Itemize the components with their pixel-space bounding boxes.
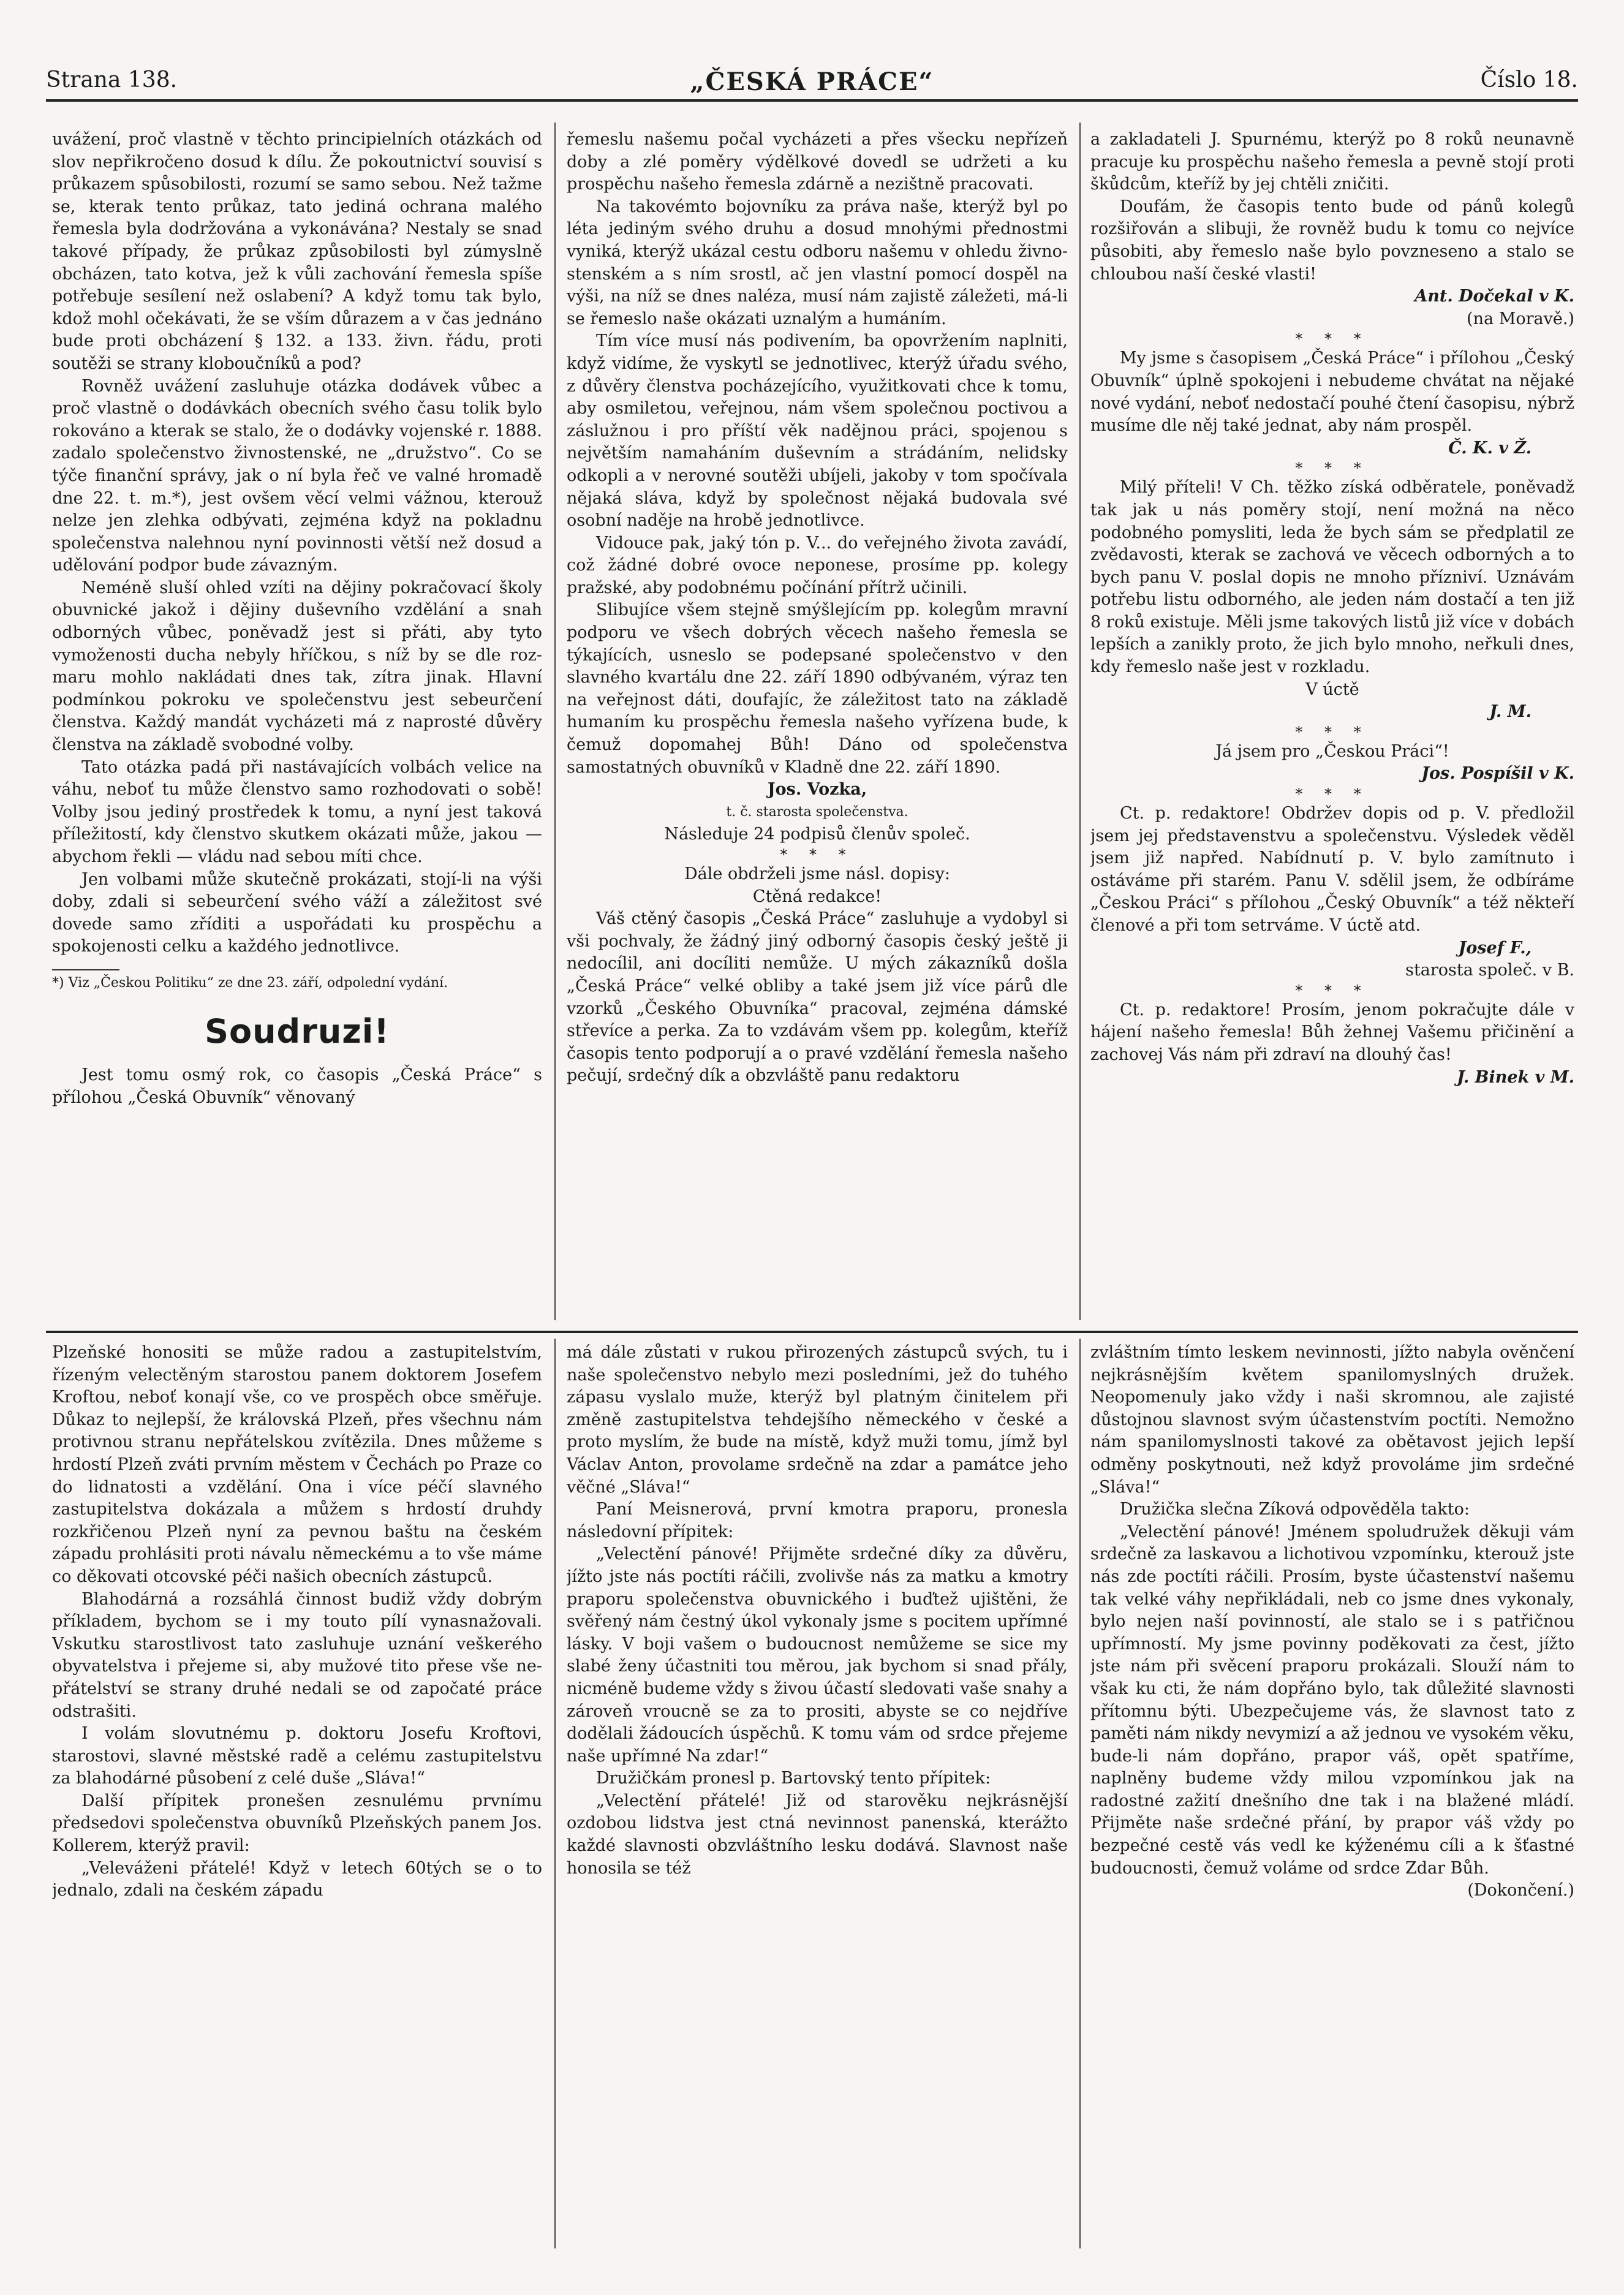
upper-column-2 <box>567 129 1068 1326</box>
separator-stars: * * * <box>1295 330 1370 348</box>
upper-column-3 <box>1090 129 1574 1326</box>
paragraph: Slibujíce všem stejně smýšlejícím pp. kolegům mravní podporu ve všech dobrých věcech našeho řemesla se týkajících, usneslo se podepsané společenstvo v den slavného kvartálu dne 22. září 1890 odbývaném, výraz ten na veřejnost dáti, doufajíc, že záležitost tato na základě humaním ku prospěchu řemesla našeho vyřízena bude, k čemuž dopomahej Bůh! Dáno od společenstva samostatných obuvníků v Kladně dne 22. září 1890. <box>567 600 1068 777</box>
separator-stars: * * * <box>1295 785 1370 803</box>
salutation: Ctěná redakce! <box>752 887 882 906</box>
separator-stars: * * * <box>780 846 855 863</box>
separator-stars: * * * <box>1295 981 1370 999</box>
paragraph: uvážení, proč vlastně v těchto principielních otázkách od slov nepřikročeno dosud k dílu. Že pokoutnictví souvisí s průkazem spůsobilosti, rozumí se samo sebou. Než tažme se, kterak tento průkaz, tato jediná ochrana malého řemesla byla dodržována a vykonávána? Nestaly se snad takové případy, že průkaz způsobilosti byl zúmyslně obcházen, tato kotva, jež k vůli zachování řemesla spíše potřebuje sesílení než oslabení? A když tomu tak bylo, kdož mohl očekávati, že se vším důrazem a v čas jednáno bude proti obcházení § 132. a 133. živn. řádu, proti soutěži se strany kloboučníků a pod? <box>52 130 542 373</box>
letter-signature: Jos. Pospíšil v K. <box>1421 764 1574 784</box>
paragraph: Jen volbami může skutečně prokázati, stojí-li na výši doby, zdali si sebeurčení svého váží a záležitost své dovede samo zříditi a uspořádati ku prospěchu a spokojenosti celku a každého jednotlivce. <box>52 869 542 956</box>
signature-name: Jos. Vozka, <box>767 780 867 800</box>
letter-signature: Ant. Dočekal v K. <box>1414 287 1574 306</box>
closing: V úctě <box>1305 679 1359 699</box>
footnote-rule <box>52 969 119 970</box>
paragraph: Rovněž uvážení zasluhuje otázka dodávek vůbec a proč vlastně o dodávkách obecních svého času tolik bylo rokováno a kterak se stalo, že o dodávky vojenské r. 1888. zadalo společenstvo živnostenské, ne „družstvo“. Co se týče finanční správy, jak o ní byla řeč ve valné hromadě dne 22. t. m.*), jest ovšem věcí velmi vážnou, kterouž nelze jen zlehka odbývati, zejména když na pokladnu společenstva nalehnou nyní povinnosti větší než dosud a udělování podpor bude závazným. <box>52 376 542 575</box>
paragraph: „Velectění přátelé! Již od starověku nejkrásnější ozdobou lidstva jest ctná nevinnost panenská, kterážto každé slavnosti obzvláštního lesku dodává. Slavnost naše honosila se též <box>567 1791 1068 1878</box>
masthead-title: „ČESKÁ PRÁCE“ <box>690 67 934 96</box>
signature-role: t. č. starosta společenstva. <box>726 804 908 820</box>
paragraph: Neméně sluší ohled vzíti na dějiny pokračovací školy obuvnické jakož i dějiny duševního vzdělání a snah odborných vůbec, poněvadž jest si přáti, aby tyto vymoženosti ducha nebyly hříčkou, s níž by se dle rozmaru mohlo nakládati dnes tak, zítra jinak. Hlavní podmínkou pokroku ve společenstvu jest sebeurčení členstva. Každý mandát vycházeti má z naprosté důvěry členstva na základě svobodné volby. <box>52 578 542 755</box>
paragraph: Vidouce pak, jaký tón p. V... do veřejného života zavádí, což žádné dobré ovoce neponese, prosíme pp. kolegy pražské, aby podobnému počínání přítrž učinili. <box>567 533 1068 597</box>
upper-column-1 <box>52 129 542 1326</box>
paragraph: Tím více musí nás podivením, ba opovržením naplniti, když vidíme, že vyskytl se jednotlivec, kterýž úřadu svého, z důvěry členstva pocházejícího, využitkovati chce k tomu, aby osmiletou, veřejnou, nám všem společnou poctivou a záslužnou i pro příští věk nadějnou práci, spojenou s největším namaháním duševním a strádáním, nelidsky odkopli a v nerovné soutěži ubíjeli, jakoby v tom spočívala nějaká sláva, když by společnost nějaká budovala své osobní naděje na hrobě jednotlivce. <box>567 331 1068 531</box>
paragraph: „Velectění pánové! Jménem spoludružek děkuji vám srdečně za laskavou a lichotivou vzpomínku, kterouž jste nás zde poctíti ráčili. Prosím, byste účastenství našemu tak velké váhy nepřikládali, neb co jsme dnes vykonaly, bylo nejen naší povinností, ale stalo se i s patřičnou upřímností. My jsme povinny poděkovati za čest, jížto jste nám při svěcení praporu prokázali. Slouží nám to však ku cti, že nám dopřáno bylo, tak důležité slavnosti přítomnu býti. Ubezpečujeme vás, že slavnost tato z paměti nám nikdy nevymizí a až jednou ve vysokém věku, bude-li nám dopřáno, prapor váš, opět spatříme, naplněny budeme vždy milou vzpomínkou jak na radostné zažití dnešního dne tak i na blažené mládí. Přijměte naše srdečné přání, by prapor váš vždy po bezpečné cestě vás vedl ke kýženému cíli a k šťastné budoucnosti, čemuž voláme od srdce Zdar Bůh. <box>1090 1522 1574 1878</box>
paragraph: Doufám, že časopis tento bude od pánů kolegů rozšiřován a slibuji, že rovněž budu k tomu co nejvíce působiti, aby řemeslo naše bylo povzneseno a stalo se chloubou naší české vlasti! <box>1090 197 1574 284</box>
paragraph: Na takovémto bojovníku za práva naše, kterýž byl po léta jediným svého druhu a dosud mnohými přednostmi vyniká, kterýž ukázal cestu odboru našemu v ohledu živnostenském a s ním srostl, ač jen vlastní pomocí dospěl na výši, na níž se dnes naléza, musí nám zajistě záležeti, má-li se řemeslo naše okázati uznalým a humáním. <box>567 197 1068 328</box>
separator-stars: * * * <box>1295 723 1370 741</box>
signatures-note: Následuje 24 podpisů členův společ. <box>664 825 970 844</box>
column-divider <box>1079 1339 1081 2248</box>
paragraph: Družičkám pronesl p. Bartovský tento přípitek: <box>596 1769 991 1788</box>
page-header <box>46 61 1578 104</box>
column-divider <box>554 123 556 1320</box>
footnote <box>52 964 542 992</box>
paragraph: „Velectění pánové! Přijměte srdečné díky za důvěru, jížto jste nás poctíti ráčili, zvolivše nás za matku a kmotry praporu společenstva obuvnického i buďtež ujištěni, že svěřený nám čestný úkol vykonaly jsme s pocitem upřímné lásky. V boji vašem o budoucnost nemůžeme se sice my slabé ženy účastniti tou měrou, jak bychom si snad přály, nicméně budeme vždy s živou účastí sledovati vaše snahy a zároveň vroucně se za to prositi, abyste se co nejdříve dodělali žádoucích úspěchů. K tomu vám od srdce přejeme naše upřímné Na zdar!“ <box>567 1544 1068 1766</box>
lower-column-3 <box>1090 1342 1574 2255</box>
header-rule <box>46 99 1578 102</box>
letter-signature: Č. K. v Ž. <box>1448 438 1531 458</box>
lower-column-2 <box>567 1342 1068 2255</box>
paragraph: Váš ctěný časopis „Česká Práce“ zasluhuje a vydobyl si vši pochvaly, že žádný jiný odborný časopis český ještě ji nedocílil, ani docíliti nemůže. U mých zákazníků došla „Česká Práce“ velké obliby a také jsem již více párů dle vzorků „Českého Obuvníka“ pracoval, zejména dámské střevíce a perka. Za to vzdávám všem pp. kolegům, kteříž časopis tento podporují a o pravé vzdělání řemesla našeho pečují, srdečný dík a obzvláště panu redaktoru <box>567 909 1068 1086</box>
continuation-note: (Dokončení.) <box>1467 1881 1574 1900</box>
letters-intro: Dále obdrželi jsme násl. dopisy: <box>684 864 950 883</box>
column-divider <box>554 1339 556 2248</box>
paragraph: Ct. p. redaktore! Obdržev dopis od p. V. předložil jsem jej představenstvu a společenstvu. Výsledek věděl jsem již napřed. Nabídnutí p. V. bylo zamítnuto i ostáváme při starém. Panu V. sdělil jsem, že odbíráme „Českou Práci“ s přílohou „Český Obuvník“ a též někteří členové a při tom setrváme. V úctě atd. <box>1090 804 1574 935</box>
paragraph: zvláštním tímto leskem nevinnosti, jížto nabyla ověnčení nejkrásnějším květem spanilomyslných družek. Neopomenuly jako vždy i naši skromnou, ale zajisté důstojnou slavnost svým účastenstvím poctíti. Nemožno nám spanilomyslnosti takové za obětavost jejich lepší odměny poskytnouti, než když provoláme jim srdečné „Sláva!“ <box>1090 1343 1574 1497</box>
paragraph: „Veleváženi přátelé! Když v letech 60tých se o to jednalo, zdali na českém západu <box>52 1858 542 1900</box>
paragraph: Blahodárná a rozsáhlá činnost budiž vždy dobrým příkladem, bychom se i my touto pílí vynasnažovali. Vskutku starostlivost tato zasluhuje uznání veškerého obyvatelstva i přejeme si, aby mužové tito přese vše nepřátelství se strany druhé nedali se od započaté práce odstrašiti. <box>52 1589 542 1721</box>
paragraph: Ct. p. redaktore! Prosím, jenom pokračujte dále v hájení našeho řemesla! Bůh žehnej Vašemu přičinění a zachovej Vás nám při zdraví na dlouhý čas! <box>1090 1000 1574 1064</box>
paragraph: Družička slečna Zíková odpověděla takto: <box>1120 1500 1470 1519</box>
paragraph: Jest tomu osmý rok, co časopis „Česká Práce“ s přílohou „Česká Obuvník“ věnovaný <box>52 1065 542 1107</box>
footnote-text: *) Viz „Českou Politiku“ ze dne 23. září, odpolední vydání. <box>52 975 448 991</box>
column-divider <box>1079 123 1081 1320</box>
letter-signature: J. M. <box>1489 702 1531 722</box>
section-rule <box>46 1331 1578 1333</box>
letter-signature-place: (na Moravě.) <box>1467 309 1574 328</box>
page-number: Strana 138. <box>46 67 178 93</box>
section-heading: Soudruzi! <box>205 1011 390 1051</box>
letter-signature: J. Binek v M. <box>1457 1067 1574 1087</box>
paragraph: Tato otázka padá při nastávajících volbách velice na váhu, neboť tu může členstvo samo rozhodovati o sobě! Volby jsou jediný prostředek k tomu, a nyní jest taková příležitostí, kdy členstvo skutkem okázati může, jakou — abychom řekli — vládu nad sebou míti chce. <box>52 757 542 866</box>
letter-signature: Josef F., <box>1458 938 1531 958</box>
paragraph: I volám slovutnému p. doktoru Josefu Kroftovi, starostovi, slavné městské radě a celému zastupitelstvu za blahodárné působení z celé duše „Sláva!“ <box>52 1724 542 1788</box>
paragraph: Další přípitek pronešen zesnulému prvnímu předsedovi společenstva obuvníků Plzeňských panem Jos. Kollerem, kterýž pravil: <box>52 1791 542 1856</box>
paragraph: Plzeňské honositi se může radou a zastupitelstvím, řízeným velectěným starostou panem doktorem Josefem Kroftou, neboť konají vše, co ve prospěch obce směřuje. Důkaz to nejlepší, že královská Plzeň, přes všechnu nám protivnou stranu nepřátelskou zvítězila. Dnes můžeme s hrdostí Plzeň zváti prvním městem v Čechách po Praze co do lidnatosti a vzdělání. Ona i více péčí slavného zastupitelstva dokázala a můžem s hrdostí druhdy rozkřičenou Plzeň nyní za pevnou baštu na českém západu prohlásiti proti návalu německému a to vše máme co děkovati otcovské péči našich obecních zástupců. <box>52 1343 542 1586</box>
paragraph: řemeslu našemu počal vycházeti a přes všecku nepřízeň doby a zlé poměry výdělkové dovedl se udržeti a ku prospěchu našeho řemesla zdárně a nezištně pracovati. <box>567 130 1068 194</box>
issue-number: Číslo 18. <box>1480 67 1578 93</box>
letter-signature-role: starosta společ. v B. <box>1405 961 1574 980</box>
paragraph: Paní Meisnerová, první kmotra praporu, pronesla následovní přípitek: <box>567 1500 1068 1541</box>
paragraph: Milý příteli! V Ch. těžko získá odběratele, poněvadž tak jak u nás poměry stojí, není možná na něco podobného pomysliti, leda že bych sám se předplatil ze zvědavosti, kterak se zachová ve věcech odborných a to bych panu V. poslal dopis ne mnoho přízniví. Uznávám potřebu listu odborného, ale jeden nám dostačí a ten již 8 roků existuje. Měli jsme takových listů již více v dobách lepších a zanikly proto, že jich bylo mnoho, neřkuli dnes, kdy řemeslo naše jest v rozkladu. <box>1090 478 1574 677</box>
lower-column-1 <box>52 1342 542 2255</box>
separator-stars: * * * <box>1295 459 1370 477</box>
paragraph: a zakladateli J. Spurnému, kterýž po 8 roků neunavně pracuje ku prospěchu našeho řemesla a pevně stojí proti škůdcům, kteříž by jej chtěli zničiti. <box>1090 130 1574 194</box>
paragraph: My jsme s časopisem „Česká Práce“ i přílohou „Český Obuvník“ úplně spokojeni i nebudeme chvátat na nějaké nové vydání, neboť nedostačí pouhé čtení časopisu, nýbrž musíme dle něj také jednat, aby nám prospěl. <box>1090 349 1574 436</box>
paragraph: má dále zůstati v rukou přirozených zástupců svých, tu i naše společenstvo nebylo mezi posledními, jež do tuhého zápasu vyslalo muže, kterýž byl platným činitelem při změně zastupitelstva tehdejšího německého v české a proto myslím, že bude na místě, když muži tomu, jímž byl Václav Anton, provolame srdečně na zdar a památce jeho věčné „Sláva!“ <box>567 1343 1068 1497</box>
short-letter: Já jsem pro „Českou Práci“! <box>1215 741 1449 761</box>
